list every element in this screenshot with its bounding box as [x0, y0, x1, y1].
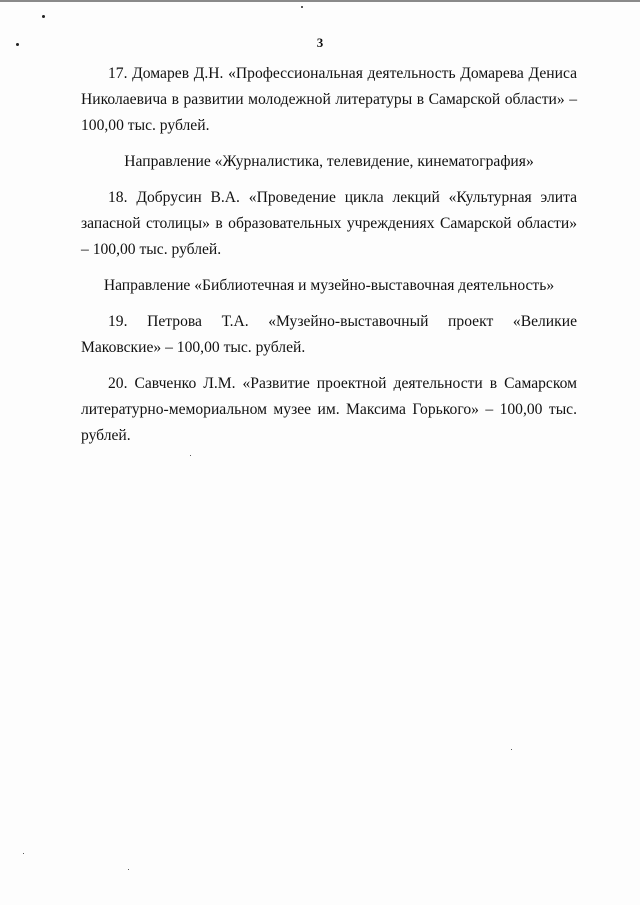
section-heading: Направление «Журналистика, телевидение, кинематография»: [124, 153, 534, 170]
scan-edge: [0, 0, 640, 2]
section-heading: Направление «Библиотечная и музейно-выставочная деятельность»: [103, 277, 555, 294]
scan-speck: [301, 6, 303, 8]
list-item: 20. Савченко Л.М. «Развитие проектной деятельности в Самарском литературно-мемориальном музее им. Максима Горького» – 100,00 тыс. рублей.: [81, 375, 577, 444]
scan-speck: [511, 749, 512, 750]
scan-speck: [42, 15, 45, 18]
scan-speck: [190, 455, 191, 456]
list-item: 19. Петрова Т.А. «Музейно-выставочный проект «Великие Маковские» – 100,00 тыс. рублей.: [81, 313, 577, 356]
scan-speck: [23, 853, 24, 854]
list-item: 17. Домарев Д.Н. «Профессиональная деятельность Домарева Дениса Николаевича в развитии молодежной литературы в Самарской области» – 100,00 тыс. рублей.: [81, 65, 577, 134]
document-body: [81, 61, 577, 449]
scan-speck: [128, 869, 129, 870]
list-item: 18. Добрусин В.А. «Проведение цикла лекций «Культурная элита запасной столицы» в образовательных учреждениях Самарской области» – 100,00 тыс. рублей.: [81, 189, 577, 258]
page-number: 3: [316, 35, 324, 50]
